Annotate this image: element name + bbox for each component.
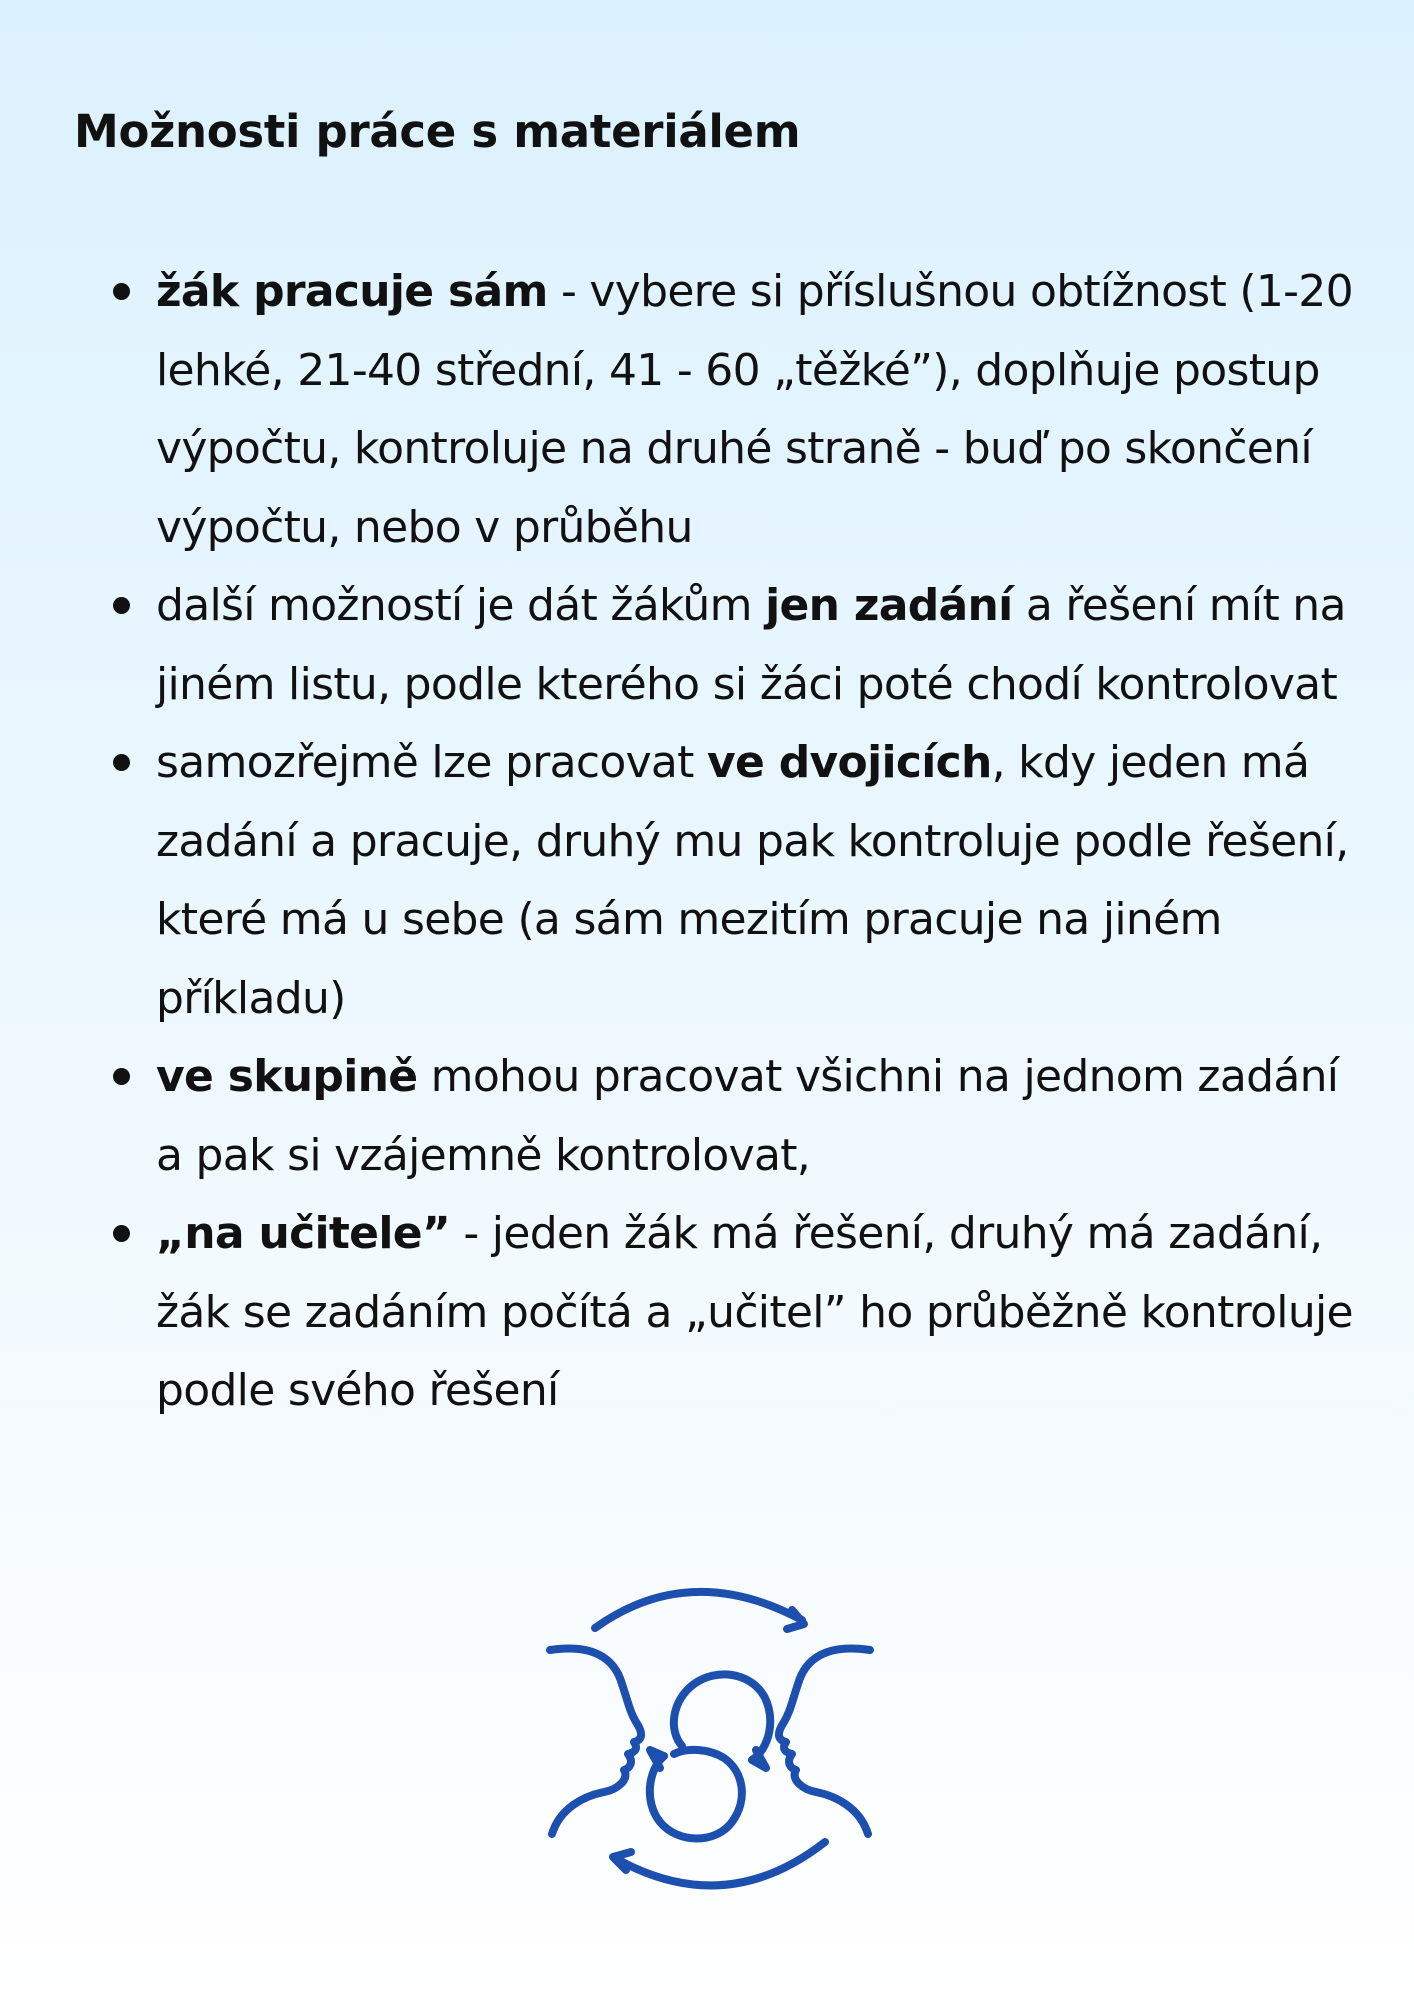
- list-item-student-alone: [0, 253, 1414, 567]
- item-bold-text: žák pracuje sám: [156, 266, 548, 317]
- peer-exchange-icon: [540, 1580, 880, 1910]
- bullet-dot: [113, 1225, 130, 1242]
- item-bold-text: ve dvojicích: [707, 737, 992, 788]
- item-text: mohou pracovat všichni na jednom zadání a pak si vzájemně kontrolovat,: [156, 1051, 1339, 1181]
- item-text: a řešení mít na jiném listu, podle kterého si žáci poté chodí kontrolovat: [156, 580, 1346, 710]
- item-text: - vybere si příslušnou obtížnost (1-20 lehké, 21-40 střední, 41 - 60 „těžké”), doplňuje postup výpočtu, kontroluje na druhé straně - buď po skončení výpočtu, nebo v průběhu: [156, 266, 1353, 553]
- list-item-group: [0, 1038, 1414, 1195]
- page-title: Možnosti práce s materiálem: [74, 105, 801, 158]
- item-bold-text: jen zadání: [765, 580, 1013, 631]
- list-item-assignment-only: [0, 567, 1414, 724]
- item-pre-text: další možností je dát žákům: [156, 580, 766, 631]
- bullet-dot: [113, 1068, 130, 1085]
- bullet-dot: [113, 597, 130, 614]
- options-list: [0, 253, 1414, 1431]
- item-pre-text: samozřejmě lze pracovat: [156, 737, 708, 788]
- item-text: , kdy jeden má zadání a pracuje, druhý mu pak kontroluje podle řešení, které má u sebe (a sám mezitím pracuje na jiném příkladu): [156, 737, 1349, 1024]
- bullet-dot: [113, 754, 130, 771]
- item-bold-text: ve skupině: [156, 1051, 418, 1102]
- item-bold-text: „na učitele”: [156, 1208, 451, 1259]
- bullet-dot: [113, 283, 130, 300]
- item-text: - jeden žák má řešení, druhý má zadání, žák se zadáním počítá a „učitel” ho průběžně kontroluje podle svého řešení: [156, 1208, 1353, 1416]
- list-item-teacher-role: [0, 1195, 1414, 1431]
- list-item-pairs: [0, 724, 1414, 1038]
